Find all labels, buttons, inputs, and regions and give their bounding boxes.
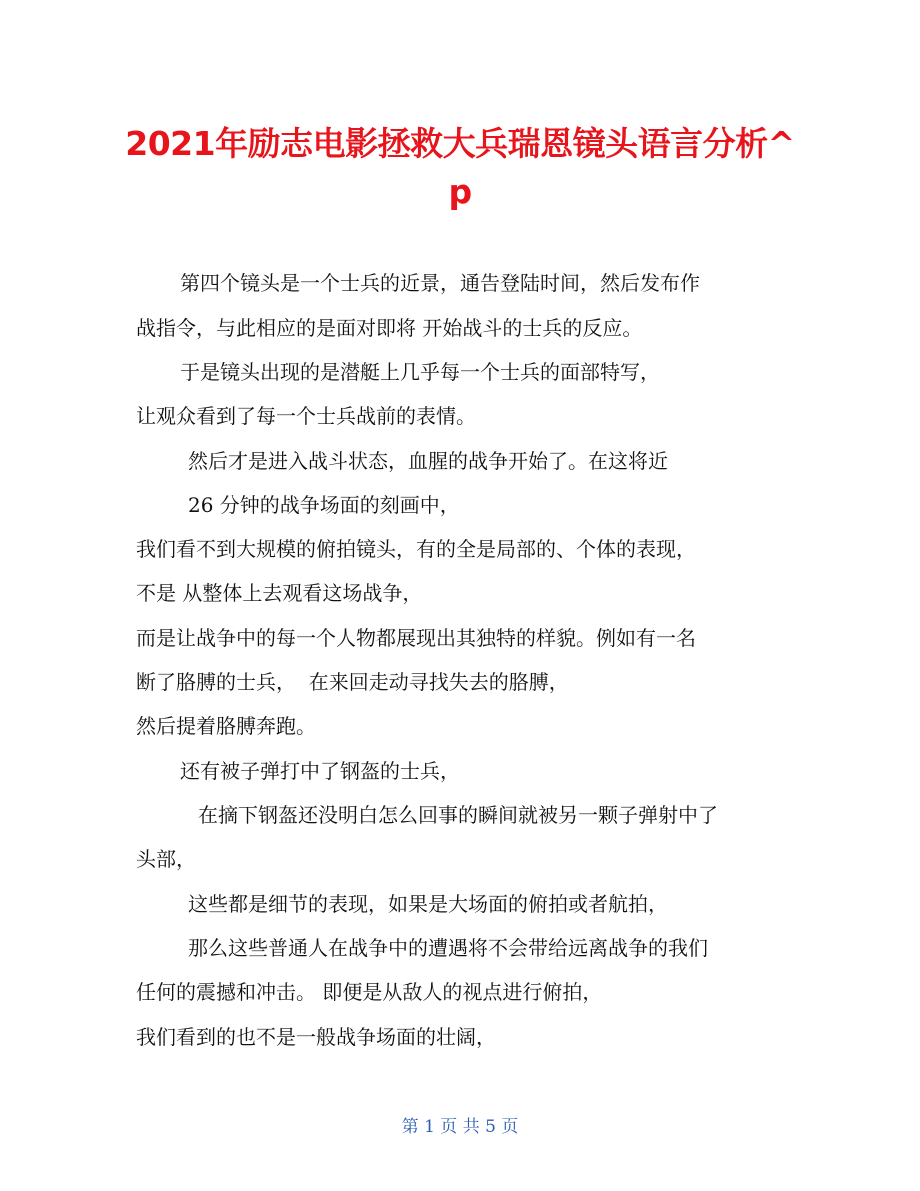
body-line: 战指令，与此相应的是面对即将 开始战斗的士兵的反应。 xyxy=(136,316,643,340)
body-line: 我们看不到大规模的俯拍镜头，有的全是局部的、个体的表现， xyxy=(136,537,696,561)
body-line: 26 分钟的战争场面的刻画中， xyxy=(188,493,460,517)
body-line: 这些都是细节的表现，如果是大场面的俯拍或者航拍， xyxy=(188,892,668,916)
document-title-line-2: p xyxy=(448,172,472,211)
body-line: 任何的震撼和冲击。 即便是从敌人的视点进行俯拍， xyxy=(136,980,603,1004)
body-line: 那么这些普通人在战争中的遭遇将不会带给远离战争的我们 xyxy=(188,936,708,960)
body-line: 让观众看到了每一个士兵战前的表情。 xyxy=(136,404,476,428)
body-line: 还有被子弹打中了钢盔的士兵， xyxy=(180,759,460,783)
page-number-footer: 第 1 页 共 5 页 xyxy=(401,1117,519,1137)
body-line: 第四个镜头是一个士兵的近景，通告登陆时间，然后发布作 xyxy=(180,271,700,295)
body-line: 断了胳膊的士兵， 在来回走动寻找失去的胳膊， xyxy=(136,670,569,694)
body-line: 然后提着胳膊奔跑。 xyxy=(136,714,316,738)
body-line: 而是让战争中的每一个人物都展现出其独特的样貌。例如有一名 xyxy=(136,626,696,650)
body-line: 然后才是进入战斗状态，血腥的战争开始了。在这将近 xyxy=(188,449,668,473)
body-line: 我们看到的也不是一般战争场面的壮阔， xyxy=(136,1025,496,1049)
document-title-line-1: 2021年励志电影拯救大兵瑞恩镜头语言分析^ xyxy=(125,124,795,163)
body-line: 不是 从整体上去观看这场战争， xyxy=(136,581,423,605)
body-line: 于是镜头出现的是潜艇上几乎每一个士兵的面部特写， xyxy=(180,360,660,384)
body-line: 在摘下钢盔还没明白怎么回事的瞬间就被另一颗子弹射中了 xyxy=(198,803,718,827)
body-line: 头部， xyxy=(136,847,196,871)
